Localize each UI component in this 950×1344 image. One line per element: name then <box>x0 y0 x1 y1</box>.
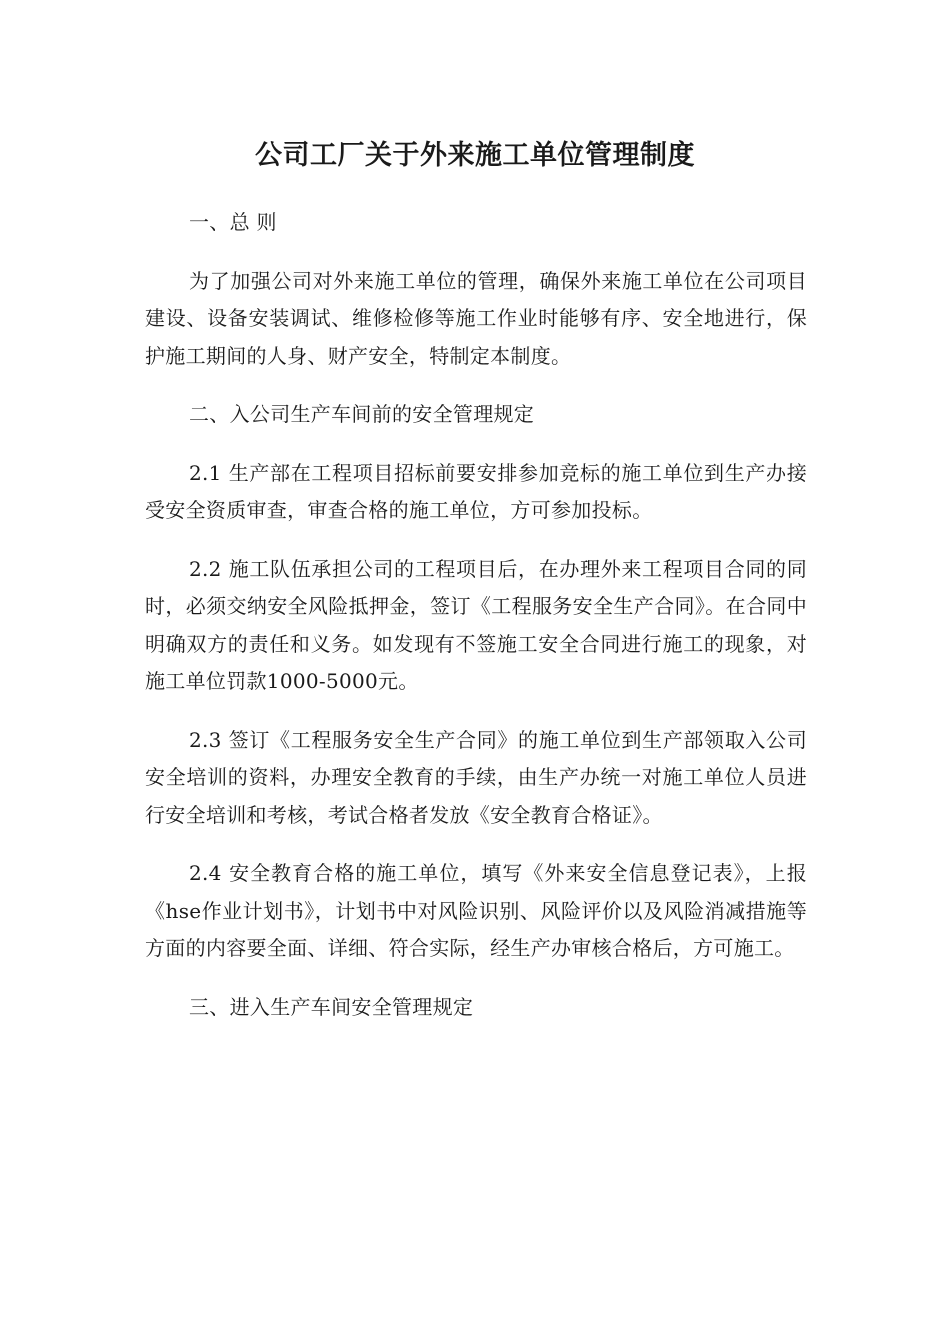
paragraph-2-2: 2.2 施工队伍承担公司的工程项目后，在办理外来工程项目合同的同时，必须交纳安全风险抵押金，签订《工程服务安全生产合同》。在合同中明确双方的责任和义务。如发现有不签施工安全合同进行施工的现象，对施工单位罚款1000-5000元。 <box>145 556 807 693</box>
paragraph-2-3: 2.3 签订《工程服务安全生产合同》的施工单位到生产部领取入公司安全培训的资料，办理安全教育的手续，由生产办统一对施工单位人员进行安全培训和考核，考试合格者发放《安全教育合格证》。 <box>145 727 807 827</box>
document-title: 公司工厂关于外来施工单位管理制度 <box>255 140 695 171</box>
section-heading-general: 一、总 则 <box>189 210 277 234</box>
paragraph-2-1: 2.1 生产部在工程项目招标前要安排参加竞标的施工单位到生产办接受安全资质审查，审查合格的施工单位，方可参加投标。 <box>145 460 807 522</box>
paragraph-2-4: 2.4 安全教育合格的施工单位，填写《外来安全信息登记表》，上报《hse作业计划书》，计划书中对风险识别、风险评价以及风险消减措施等方面的内容要全面、详细、符合实际，经生产办审核合格后，方可施工。 <box>145 861 807 960</box>
document-body <box>145 204 807 1047</box>
section-heading-entry: 三、进入生产车间安全管理规定 <box>189 994 474 1019</box>
paragraph-purpose: 为了加强公司对外来施工单位的管理，确保外来施工单位在公司项目建设、设备安装调试、维修检修等施工作业时能够有序、安全地进行，保护施工期间的人身、财产安全，特制定本制度。 <box>145 268 807 368</box>
section-heading-pre-entry: 二、入公司生产车间前的安全管理规定 <box>189 402 535 426</box>
